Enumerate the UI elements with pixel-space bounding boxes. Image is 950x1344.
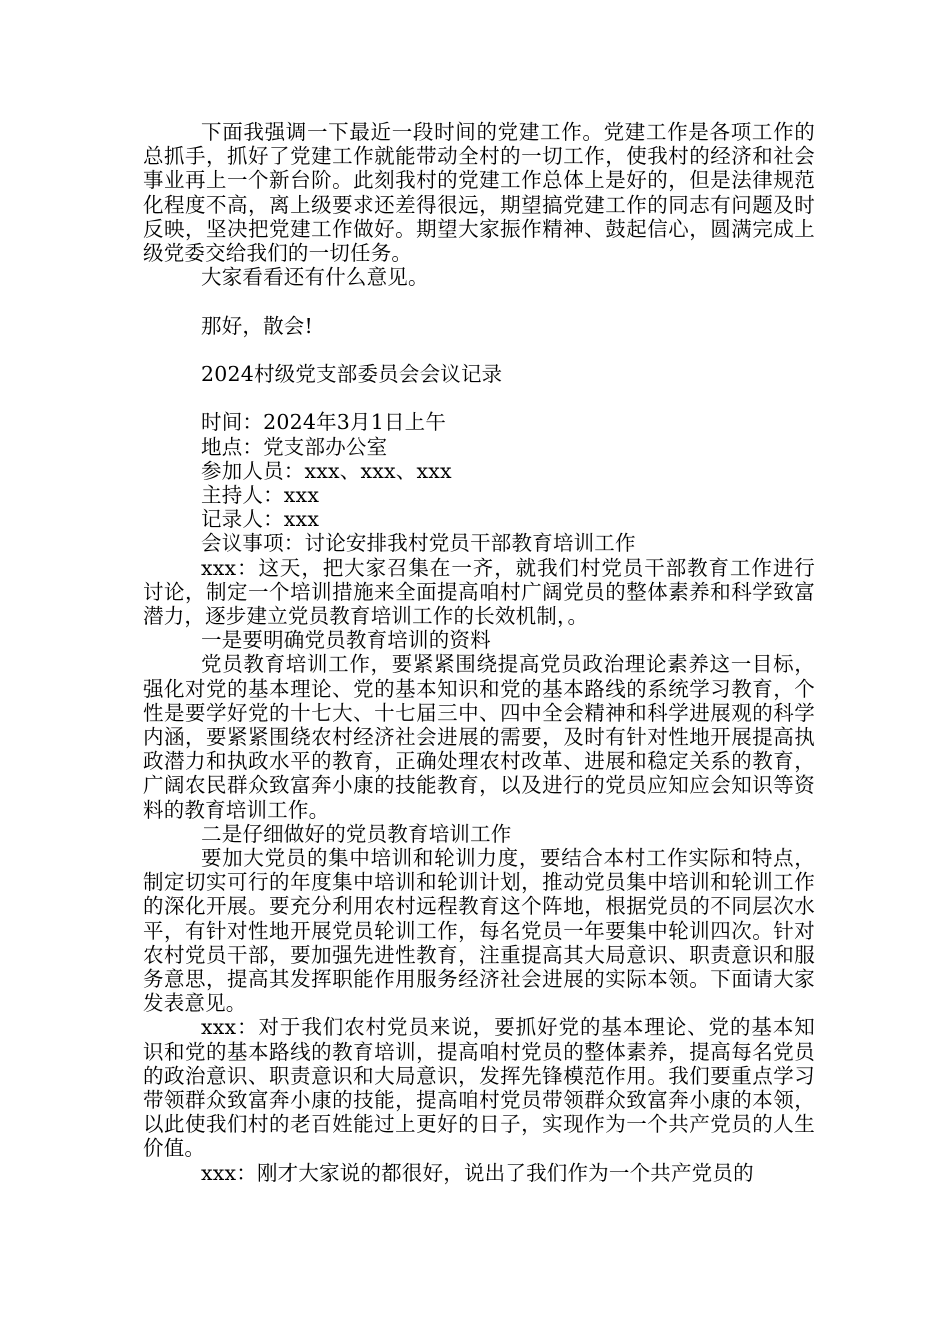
- blank-line: [143, 289, 815, 313]
- closing-paragraph-adjourn: 那好，散会!: [201, 313, 313, 338]
- speech-paragraph: xxx：对于我们农村党员来说，要抓好党的基本理论、党的基本知识和党的基本路线的教育培训，提高咱村党员的整体素养，提高每名党员的政治意识、职责意识和大局意识，发挥先锋模范作用。我们要重点学习带领群众致富奔小康的技能，提高咱村党员带领群众致富奔小康的本领，以此使我们村的老百姓能过上更好的日子，实现作为一个共产党员的人生价值。: [143, 1015, 815, 1161]
- document-body: [143, 120, 815, 1185]
- closing-paragraph-opinions: 大家看看还有什么意见。: [201, 265, 429, 290]
- closing-paragraph-party-building: 下面我强调一下最近一段时间的党建工作。党建工作是各项工作的总抓手，抓好了党建工作就能带动全村的一切工作，使我村的经济和社会事业再上一个新台阶。此刻我村的党建工作总体上是好的，但是法律规范化程度不高，离上级要求还差得很远，期望搞党建工作的同志有问题及时反映，坚决把党建工作做好。期望大家振作精神、鼓起信心，圆满完成上级党委交给我们的一切任务。: [143, 120, 815, 266]
- record-title: 2024村级党支部委员会会议记录: [201, 362, 503, 386]
- blank-line: [143, 338, 815, 362]
- speech-paragraph: xxx：刚才大家说的都很好，说出了我们作为一个共产党员的: [201, 1160, 754, 1185]
- meeting-place: 地点：党支部办公室: [201, 434, 388, 459]
- blank-line: [143, 386, 815, 410]
- meeting-host: 主持人：xxx: [201, 483, 320, 507]
- section-body: 党员教育培训工作，要紧紧围绕提高党员政治理论素养这一目标，强化对党的基本理论、党的基本知识和党的基本路线的系统学习教育，个性是要学好党的十七大、十七届三中、四中全会精神和科学进展观的科学内涵，要紧紧围绕农村经济社会进展的需要，及时有针对性地开展提高执政潜力和执政水平的教育，正确处理农村改革、进展和稳定关系的教育，广阔农民群众致富奔小康的技能教育，以及进行的党员应知应会知识等资料的教育培训工作。: [143, 652, 815, 822]
- section-heading: 二是仔细做好的党员教育培训工作: [201, 821, 512, 846]
- section-body: 要加大党员的集中培训和轮训力度，要结合本村工作实际和特点，制定切实可行的年度集中培训和轮训计划，推动党员集中培训和轮训工作的深化开展。要充分利用农村远程教育这个阵地，根据党员的不同层次水平，有针对性地开展党员轮训工作，每名党员一年要集中轮训四次。针对农村党员干部，要加强先进性教育，注重提高其大局意识、职责意识和服务意思，提高其发挥职能作用服务经济社会进展的实际本领。下面请大家发表意见。: [143, 846, 815, 1016]
- speech-paragraph: xxx：这天，把大家召集在一齐，就我们村党员干部教育工作进行讨论，制定一个培训措施来全面提高咱村广阔党员的整体素养和科学致富潜力，逐步建立党员教育培训工作的长效机制，。: [143, 555, 815, 629]
- meeting-agenda: 会议事项：讨论安排我村党员干部教育培训工作: [201, 531, 636, 556]
- meeting-attendees: 参加人员：xxx、xxx、xxx: [201, 458, 452, 483]
- meeting-recorder: 记录人：xxx: [201, 507, 320, 532]
- meeting-time: 时间：2024年3月1日上午: [201, 410, 447, 435]
- section-heading: 一是要明确党员教育培训的资料: [201, 628, 491, 653]
